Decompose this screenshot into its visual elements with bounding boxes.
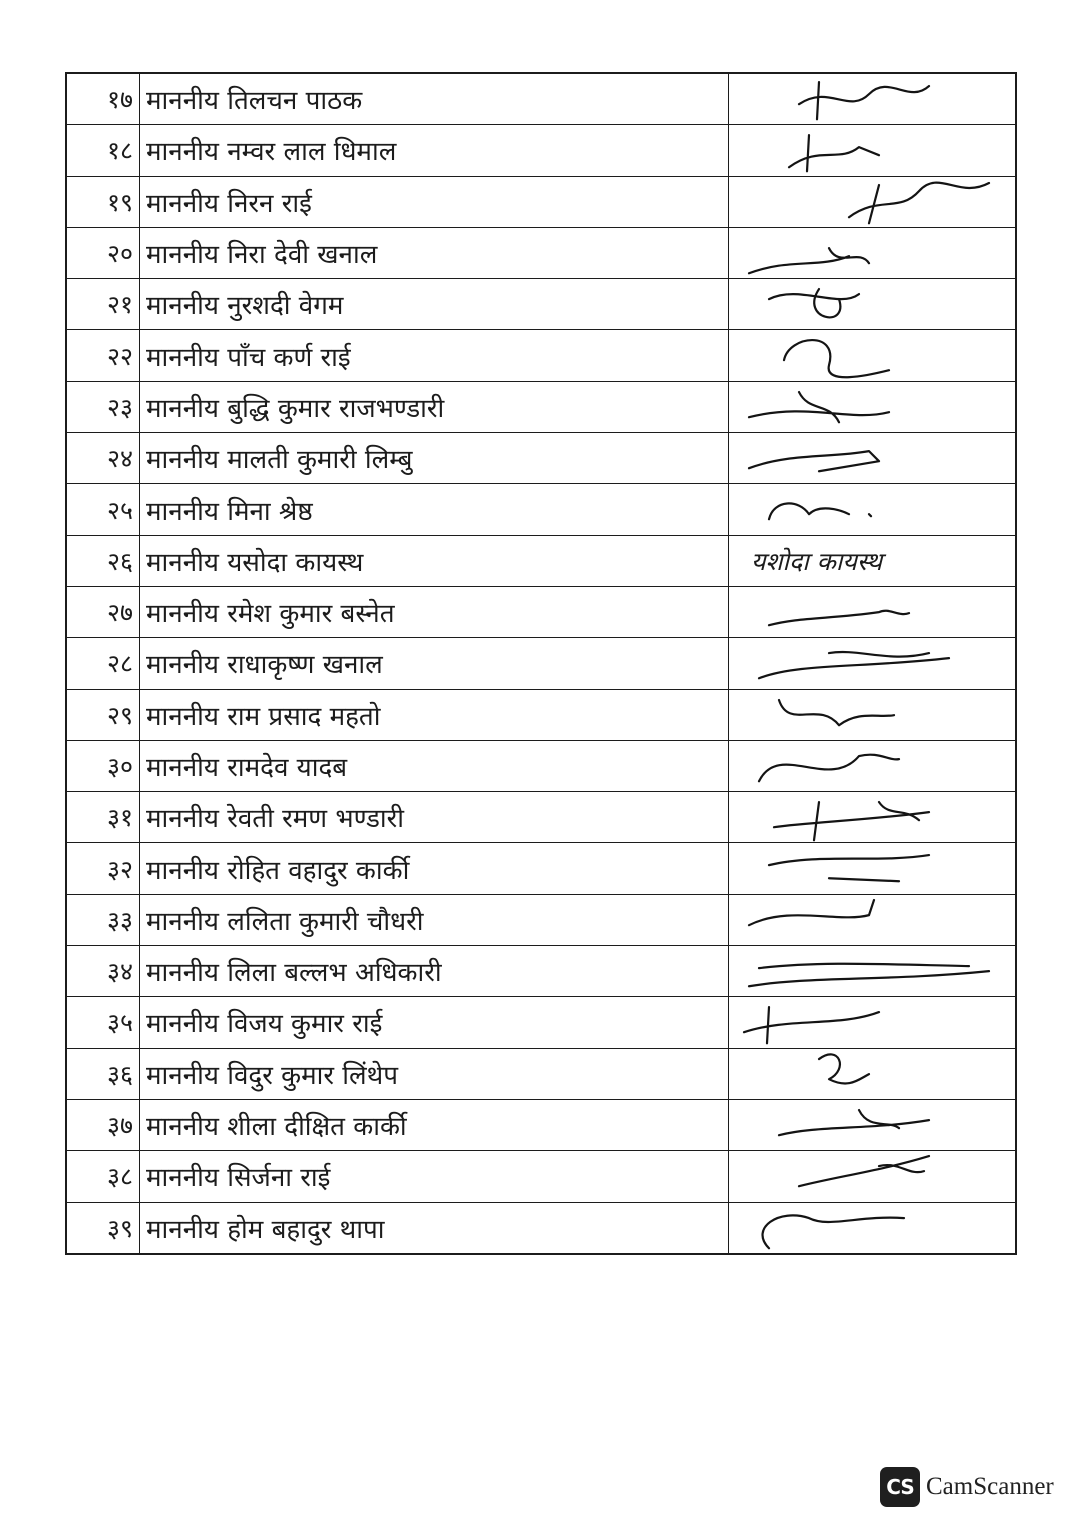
signature-cell [729, 740, 1017, 791]
signature-scribble [729, 895, 1015, 945]
member-name: माननीय निरन राई [140, 176, 729, 227]
signature-scribble [729, 433, 1015, 483]
member-name: माननीय नुरशदी वेगम [140, 279, 729, 330]
signature-scribble [729, 792, 1015, 842]
table-row [66, 843, 1016, 894]
member-name: माननीय लिला बल्लभ अधिकारी [140, 946, 729, 997]
signature-scribble [729, 382, 1015, 432]
attendance-table [65, 72, 1017, 1255]
signature-cell [729, 73, 1017, 125]
signature-cell [729, 484, 1017, 535]
row-number: ३८ [66, 1151, 140, 1202]
row-number: २५ [66, 484, 140, 535]
signature-scribble [729, 1151, 1015, 1201]
row-number: २६ [66, 535, 140, 586]
member-name: माननीय नम्वर लाल धिमाल [140, 125, 729, 176]
table-row [66, 1151, 1016, 1202]
member-name: माननीय तिलचन पाठक [140, 73, 729, 125]
member-name: माननीय रोहित वहादुर कार्की [140, 843, 729, 894]
signature-cell [729, 1099, 1017, 1150]
signature-scribble [729, 946, 1015, 996]
signature-cell [729, 946, 1017, 997]
camscanner-logo [880, 1467, 1054, 1507]
signature-cell [729, 997, 1017, 1048]
signature-cell [729, 792, 1017, 843]
row-number: २० [66, 227, 140, 278]
table-row [66, 125, 1016, 176]
row-number: २२ [66, 330, 140, 381]
signature-scribble [729, 330, 1015, 380]
signature-scribble [729, 843, 1015, 893]
table-row [66, 73, 1016, 125]
member-name: माननीय ललिता कुमारी चौधरी [140, 894, 729, 945]
signature-cell [729, 433, 1017, 484]
table-row [66, 689, 1016, 740]
row-number: ३७ [66, 1099, 140, 1150]
table-row [66, 946, 1016, 997]
member-name: माननीय विजय कुमार राई [140, 997, 729, 1048]
signature-cell [729, 176, 1017, 227]
signature-cell [729, 330, 1017, 381]
member-name: माननीय रेवती रमण भण्डारी [140, 792, 729, 843]
signature-scribble [729, 1203, 1015, 1253]
camscanner-logo-mark: CS [880, 1467, 920, 1507]
row-number: २३ [66, 381, 140, 432]
member-name: माननीय निरा देवी खनाल [140, 227, 729, 278]
row-number: ३० [66, 740, 140, 791]
table-row [66, 740, 1016, 791]
row-number: २१ [66, 279, 140, 330]
signature-cell [729, 381, 1017, 432]
row-number: १९ [66, 176, 140, 227]
signature-scribble [729, 587, 1015, 637]
table-row [66, 330, 1016, 381]
signature-scribble [729, 1100, 1015, 1150]
row-number: २४ [66, 433, 140, 484]
member-name: माननीय मालती कुमारी लिम्बु [140, 433, 729, 484]
signature-scribble [729, 74, 1015, 124]
signature-cell [729, 1151, 1017, 1202]
signature-scribble [729, 177, 1015, 227]
member-name: माननीय होम बहादुर थापा [140, 1202, 729, 1254]
signature-scribble [729, 997, 1015, 1047]
table-row [66, 433, 1016, 484]
table-row [66, 586, 1016, 637]
row-number: ३३ [66, 894, 140, 945]
signature-cell [729, 279, 1017, 330]
row-number: १७ [66, 73, 140, 125]
member-name: माननीय रमेश कुमार बस्नेत [140, 586, 729, 637]
table-row [66, 1099, 1016, 1150]
table-row [66, 484, 1016, 535]
signature-cell [729, 586, 1017, 637]
member-name: माननीय बुद्धि कुमार राजभण्डारी [140, 381, 729, 432]
row-number: ३२ [66, 843, 140, 894]
signature-scribble [729, 279, 1015, 329]
signature-cell [729, 1202, 1017, 1254]
table-row [66, 1202, 1016, 1254]
member-name: माननीय रामदेव यादब [140, 740, 729, 791]
row-number: ३६ [66, 1048, 140, 1099]
signature-cell [729, 689, 1017, 740]
member-name: माननीय शीला दीक्षित कार्की [140, 1099, 729, 1150]
signature-scribble [729, 228, 1015, 278]
signature-handwritten-text: यशोदा कायस्थ [751, 546, 883, 576]
row-number: ३१ [66, 792, 140, 843]
table-row [66, 792, 1016, 843]
camscanner-logo-text: CamScanner [926, 1473, 1054, 1500]
row-number: ३९ [66, 1202, 140, 1254]
signature-cell [729, 227, 1017, 278]
signature-cell [729, 638, 1017, 689]
signature-scribble [729, 741, 1015, 791]
member-name: माननीय यसोदा कायस्थ [140, 535, 729, 586]
table-row [66, 997, 1016, 1048]
signature-cell [729, 894, 1017, 945]
table-row [66, 1048, 1016, 1099]
signature-cell [729, 125, 1017, 176]
row-number: २८ [66, 638, 140, 689]
member-name: माननीय विदुर कुमार लिंथेप [140, 1048, 729, 1099]
table-row [66, 381, 1016, 432]
signature-cell [729, 843, 1017, 894]
table-row [66, 176, 1016, 227]
row-number: १८ [66, 125, 140, 176]
member-name: माननीय सिर्जना राई [140, 1151, 729, 1202]
signature-scribble [729, 638, 1015, 688]
table-row [66, 279, 1016, 330]
member-name: माननीय राधाकृष्ण खनाल [140, 638, 729, 689]
row-number: ३५ [66, 997, 140, 1048]
signature-cell [729, 1048, 1017, 1099]
row-number: २९ [66, 689, 140, 740]
table-row [66, 894, 1016, 945]
signature-scribble [729, 484, 1015, 534]
member-name: माननीय राम प्रसाद महतो [140, 689, 729, 740]
row-number: २७ [66, 586, 140, 637]
table-row [66, 535, 1016, 586]
signature-scribble [729, 690, 1015, 740]
table-row [66, 227, 1016, 278]
row-number: ३४ [66, 946, 140, 997]
signature-scribble [729, 125, 1015, 175]
table-row [66, 638, 1016, 689]
member-name: माननीय मिना श्रेष्ठ [140, 484, 729, 535]
signature-cell [729, 535, 1017, 586]
member-name: माननीय पाँच कर्ण राई [140, 330, 729, 381]
signature-scribble [729, 1049, 1015, 1099]
